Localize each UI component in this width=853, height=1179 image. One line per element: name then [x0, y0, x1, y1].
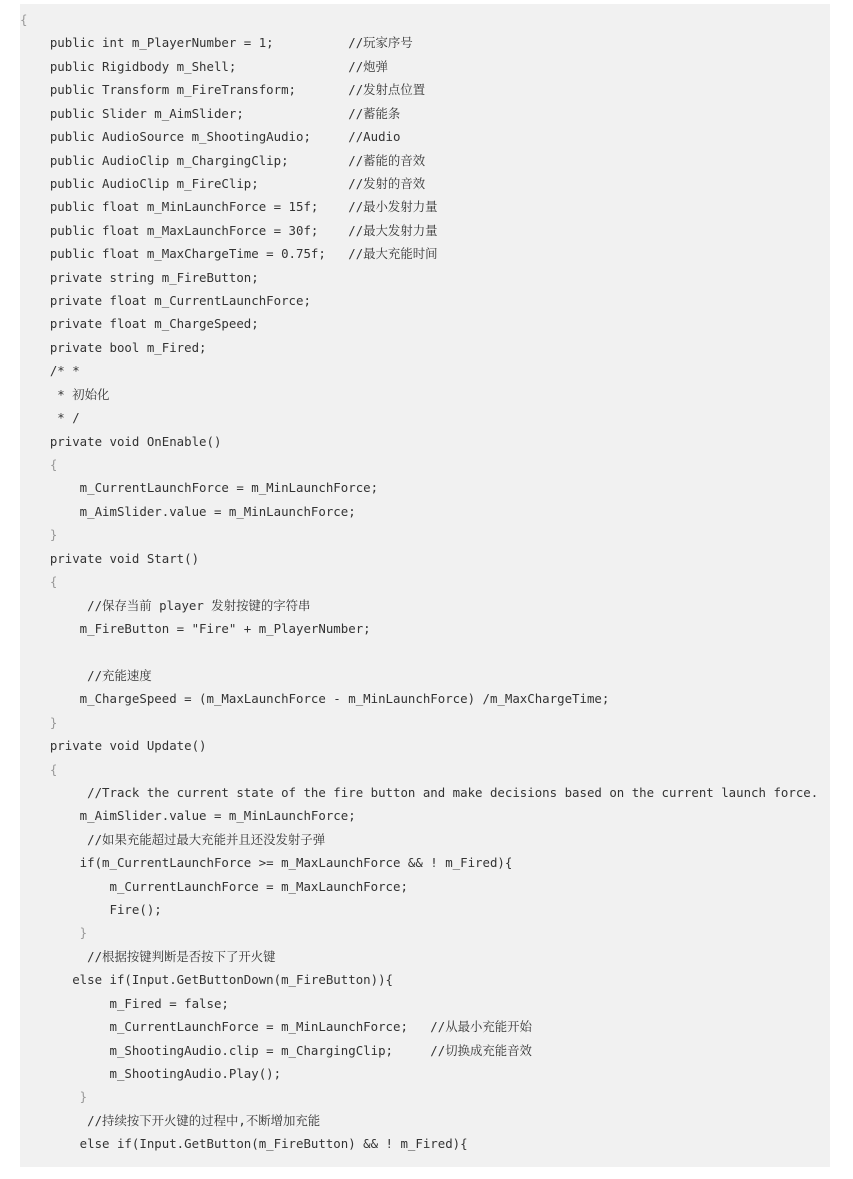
code-line: [20, 921, 830, 944]
code-line-text: private float m_CurrentLaunchForce;: [20, 293, 311, 309]
code-line: [20, 500, 830, 523]
code-line-text: //保存当前 player 发射按键的字符串: [20, 597, 311, 613]
code-line: [20, 195, 830, 218]
code-line-text: private float m_ChargeSpeed;: [20, 316, 259, 332]
code-line-text: m_CurrentLaunchForce = m_MinLaunchForce; //从最小充能开始: [20, 1019, 532, 1035]
code-line-text: {: [20, 457, 58, 473]
code-line: [20, 734, 830, 757]
code-line-text: public int m_PlayerNumber = 1; //玩家序号: [20, 35, 413, 51]
code-line: [20, 430, 830, 453]
code-line-text: private void Start(): [20, 550, 200, 566]
code-line-text: m_AimSlider.value = m_MinLaunchForce;: [20, 808, 356, 824]
code-line-text: m_CurrentLaunchForce = m_MinLaunchForce;: [20, 480, 379, 496]
code-line: [20, 406, 830, 429]
code-line-text: m_CurrentLaunchForce = m_MaxLaunchForce;: [20, 878, 408, 894]
code-line-text: //如果充能超过最大充能并且还没发射子弹: [20, 831, 326, 847]
code-line-text: public Slider m_AimSlider; //蓄能条: [20, 105, 401, 121]
code-line-text: }: [20, 1089, 88, 1105]
code-line: [20, 125, 830, 148]
code-line: [20, 336, 830, 359]
code-line-text: private bool m_Fired;: [20, 339, 207, 355]
code-line-text: //持续按下开火键的过程中,不断增加充能: [20, 1112, 321, 1128]
code-line-text: {: [20, 12, 28, 27]
code-line-text: /* *: [20, 363, 80, 379]
code-line-text: public Transform m_FireTransform; //发射点位置: [20, 82, 426, 98]
code-line-text: public float m_MaxLaunchForce = 30f; //最大发射力量: [20, 222, 438, 238]
code-line: [20, 312, 830, 335]
code-line-text: public Rigidbody m_Shell; //炮弹: [20, 58, 388, 74]
code-line-text: else if(Input.GetButton(m_FireButton) && ! m_Fired){: [20, 1136, 468, 1152]
code-line: [20, 898, 830, 921]
code-line: [20, 547, 830, 570]
code-line: [20, 31, 830, 54]
code-line: [20, 149, 830, 172]
code-line: [20, 453, 830, 476]
code-line-text: public float m_MaxChargeTime = 0.75f; //最大充能时间: [20, 246, 438, 262]
code-line: [20, 219, 830, 242]
code-line: [20, 359, 830, 382]
code-line: [20, 640, 830, 663]
code-line: [20, 875, 830, 898]
code-line-text: * /: [20, 410, 80, 426]
code-line-text: //充能速度: [20, 667, 152, 683]
code-line: [20, 664, 830, 687]
code-line-text: if(m_CurrentLaunchForce >= m_MaxLaunchForce && ! m_Fired){: [20, 855, 513, 871]
code-line-text: //Track the current state of the fire button and make decisions based on the current launch force.: [20, 784, 819, 800]
code-line: [20, 1109, 830, 1132]
code-line: [20, 289, 830, 312]
code-line: [20, 828, 830, 851]
code-line-text: }: [20, 925, 88, 941]
code-line-text: {: [20, 761, 58, 777]
code-line: [20, 804, 830, 827]
code-line: [20, 78, 830, 101]
code-line: [20, 383, 830, 406]
code-line-text: m_Fired = false;: [20, 995, 229, 1011]
code-line: [20, 8, 830, 31]
code-line: [20, 617, 830, 640]
code-line-text: m_ChargeSpeed = (m_MaxLaunchForce - m_MinLaunchForce) /m_MaxChargeTime;: [20, 691, 610, 707]
code-line-text: Fire();: [20, 902, 162, 918]
code-line: [20, 1039, 830, 1062]
code-line-text: * 初始化: [20, 386, 110, 402]
code-line-text: public float m_MinLaunchForce = 15f; //最小发射力量: [20, 199, 438, 215]
code-line-text: public AudioClip m_ChargingClip; //蓄能的音效: [20, 152, 426, 168]
code-line: [20, 968, 830, 991]
code-line-text: private void Update(): [20, 738, 207, 754]
code-line: [20, 266, 830, 289]
code-line: [20, 172, 830, 195]
code-block: [20, 4, 830, 1167]
code-line-text: m_ShootingAudio.Play();: [20, 1065, 282, 1081]
code-line: [20, 945, 830, 968]
code-line: [20, 242, 830, 265]
code-line: [20, 1062, 830, 1085]
code-line: [20, 851, 830, 874]
code-line: [20, 711, 830, 734]
code-line: [20, 476, 830, 499]
code-line-text: {: [20, 574, 58, 590]
code-line-text: m_ShootingAudio.clip = m_ChargingClip; //切换成充能音效: [20, 1042, 532, 1058]
code-line-text: private void OnEnable(): [20, 433, 222, 449]
code-line-text: public AudioSource m_ShootingAudio; //Audio: [20, 129, 401, 145]
code-line: [20, 687, 830, 710]
code-line-text: //根据按键判断是否按下了开火键: [20, 948, 276, 964]
code-line: [20, 1085, 830, 1108]
code-line: [20, 523, 830, 546]
code-line: [20, 992, 830, 1015]
code-line: [20, 594, 830, 617]
code-line: [20, 55, 830, 78]
code-line-text: else if(Input.GetButtonDown(m_FireButton)){: [20, 972, 393, 988]
code-line-text: m_AimSlider.value = m_MinLaunchForce;: [20, 503, 356, 519]
code-line: [20, 1132, 830, 1155]
code-line: [20, 1015, 830, 1038]
code-line-text: public AudioClip m_FireClip; //发射的音效: [20, 175, 426, 191]
code-line: [20, 758, 830, 781]
code-line-text: private string m_FireButton;: [20, 269, 259, 285]
code-line: [20, 781, 830, 804]
code-line-text: }: [20, 527, 58, 543]
code-line: [20, 570, 830, 593]
code-line: [20, 102, 830, 125]
code-line-text: }: [20, 714, 58, 730]
code-line-text: m_FireButton = "Fire" + m_PlayerNumber;: [20, 620, 371, 636]
